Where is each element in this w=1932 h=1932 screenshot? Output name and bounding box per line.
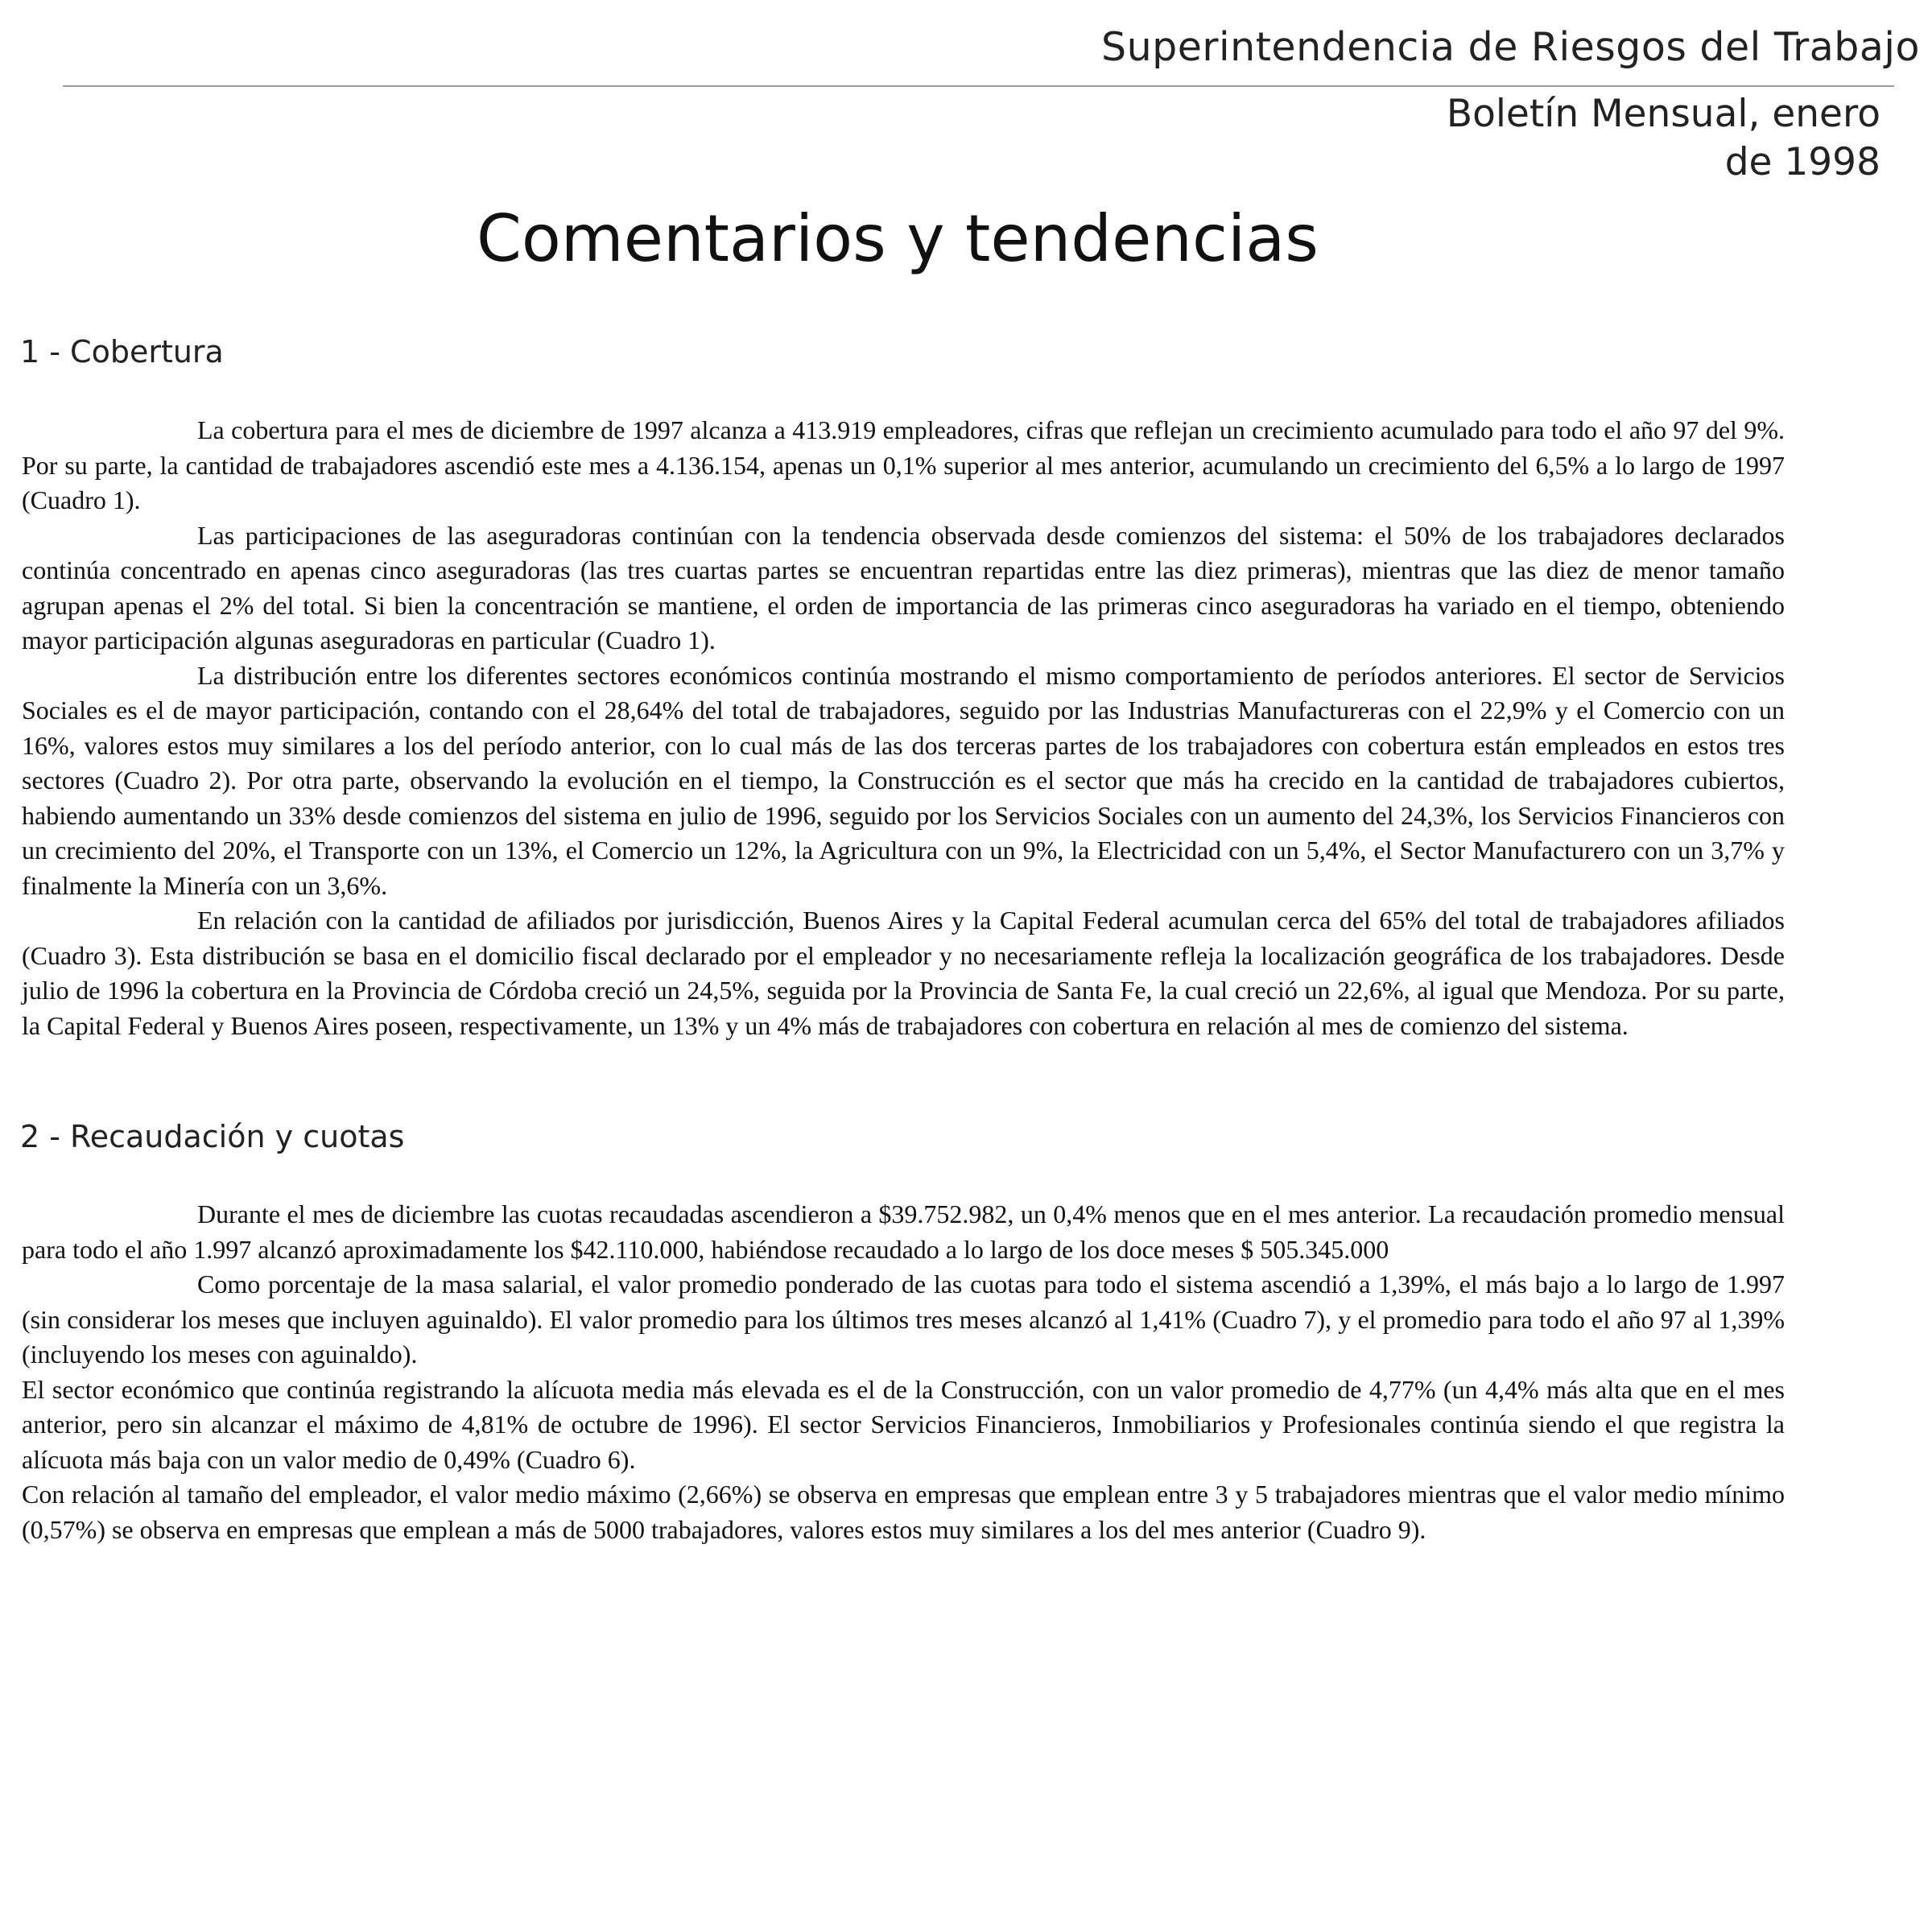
header-divider [63, 85, 1894, 87]
header-organization: Superintendencia de Riesgos del Trabajo [1100, 24, 1920, 70]
section-body-cobertura [22, 413, 1785, 1043]
section-heading-cobertura: 1 - Cobertura [20, 334, 224, 369]
paragraph: En relación con la cantidad de afiliados por jurisdicción, Buenos Aires y la Capital Federal acumulan cerca del 65% del total de trabajadores afiliados (Cuadro 3). Esta distribución se basa en el domicilio fiscal declarado por el empleador y no necesariamente refleja la localización geográfica de los trabajadores. Desde julio de 1996 la cobertura en la Provincia de Córdoba creció un 24,5%, seguida por la Provincia de Santa Fe, la cual creció un 22,6%, al igual que Mendoza. Por su parte, la Capital Federal y Buenos Aires poseen, respectivamente, un 13% y un 4% más de trabajadores con cobertura en relación al mes de comienzo del sistema. [22, 906, 1785, 1040]
paragraph: Como porcentaje de la masa salarial, el valor promedio ponderado de las cuotas para todo el sistema ascendió a 1,39%, el más bajo a lo largo de 1.997 (sin considerar los meses que incluyen aguinaldo). El valor promedio para los últimos tres meses alcanzó al 1,41% (Cuadro 7), y el promedio para todo el año 97 al 1,39% (incluyendo los meses con aguinaldo). [22, 1269, 1785, 1368]
header-bulletin: Boletín Mensual, enero de 1998 [1446, 92, 1880, 184]
paragraph: Con relación al tamaño del empleador, el valor medio máximo (2,66%) se observa en empresas que emplean entre 3 y 5 trabajadores mientras que el valor medio mínimo (0,57%) se observa en empresas que emplean a más de 5000 trabajadores, valores estos muy similares a los del mes anterior (Cuadro 9). [22, 1480, 1785, 1544]
paragraph: El sector económico que continúa registrando la alícuota media más elevada es el de la Construcción, con un valor promedio de 4,77% (un 4,4% más alta que en el mes anterior, pero sin alcanzar el máximo de 4,81% de octubre de 1996). El sector Servicios Financieros, Inmobiliarios y Profesionales continúa siendo el que registra la alícuota más baja con un valor medio de 0,49% (Cuadro 6). [22, 1374, 1785, 1474]
page-title: Comentarios y tendencias [477, 201, 1319, 276]
section-body-recaudacion [22, 1197, 1785, 1547]
paragraph: Durante el mes de diciembre las cuotas recaudadas ascendieron a $39.752.982, un 0,4% menos que en el mes anterior. La recaudación promedio mensual para todo el año 1.997 alcanzó aproximadamente los $42.110.000, habiéndose recaudado a lo largo de los doce meses $ 505.345.000 [22, 1199, 1785, 1264]
section-heading-recaudacion: 2 - Recaudación y cuotas [20, 1119, 405, 1154]
paragraph: La distribución entre los diferentes sectores económicos continúa mostrando el mismo comportamiento de períodos anteriores. El sector de Servicios Sociales es el de mayor participación, contando con el 28,64% del total de trabajadores, seguido por las Industrias Manufactureras con el 22,9% y el Comercio con un 16%, valores estos muy similares a los del período anterior, con lo cual más de las dos terceras partes de los trabajadores con cobertura están empleados en estos tres sectores (Cuadro 2). Por otra parte, observando la evolución en el tiempo, la Construcción es el sector que más ha crecido en la cantidad de trabajadores cubiertos, habiendo aumentando un 33% desde comienzos del sistema en julio de 1996, seguido por los Servicios Sociales con un aumento del 24,3%, los Servicios Financieros con un crecimiento del 20%, el Transporte con un 13%, el Comercio un 12%, la Agricultura con un 9%, la Electricidad con un 5,4%, el Sector Manufacturero con un 3,7% y finalmente la Minería con un 3,6%. [22, 660, 1785, 900]
paragraph: La cobertura para el mes de diciembre de 1997 alcanza a 413.919 empleadores, cifras que reflejan un crecimiento acumulado para todo el año 97 del 9%. Por su parte, la cantidad de trabajadores ascendió este mes a 4.136.154, apenas un 0,1% superior al mes anterior, acumulando un crecimiento del 6,5% a lo largo de 1997 (Cuadro 1). [22, 415, 1785, 514]
paragraph: Las participaciones de las aseguradoras continúan con la tendencia observada desde comienzos del sistema: el 50% de los trabajadores declarados continúa concentrado en apenas cinco aseguradoras (las tres cuartas partes se encuentran repartidas entre las diez primeras), mientras que las diez de menor tamaño agrupan apenas el 2% del total. Si bien la concentración se mantiene, el orden de importancia de las primeras cinco aseguradoras ha variado en el tiempo, obteniendo mayor participación algunas aseguradoras en particular (Cuadro 1). [22, 520, 1785, 654]
